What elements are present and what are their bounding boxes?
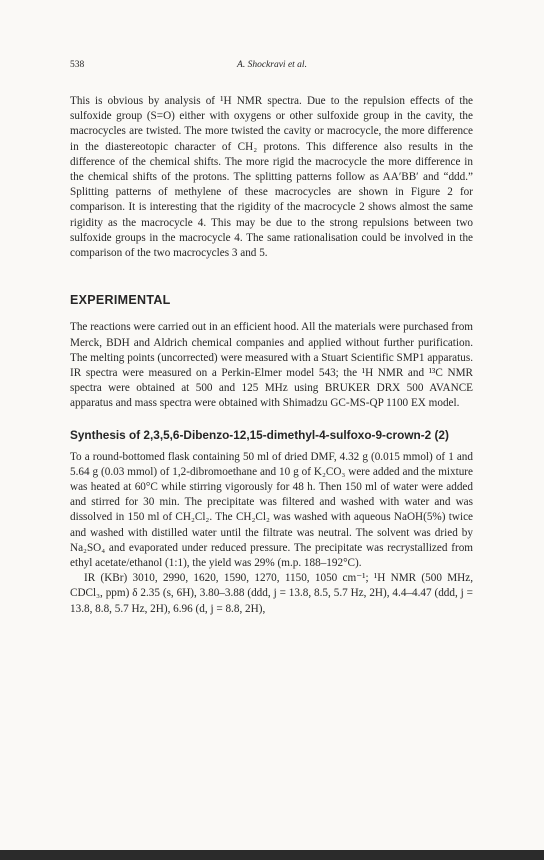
scan-edge [0, 850, 544, 860]
section-heading-experimental: EXPERIMENTAL [70, 293, 171, 308]
paragraph-procedure: To a round-bottomed flask containing 50 ml of dried DMF, 4.32 g (0.015 mmol) of 1 and 5.64 g (0.03 mmol) of 1,2-dibromoethane and 10 g of K₂CO₃ were added and the mixture was heated at 60°C while stirring vigorously for 48 h. Then 150 ml of water were added and stirred for 30 min. The precipitate was filtered and washed with water and was dissolved in 150 ml of CH₂Cl₂. The CH₂Cl₂ was washed with aqueous NaOH(5%) twice and washed with distilled water until the filtrate was neutral. The solvent was dried by Na₂SO₄ and evaporated under reduced pressure. The precipitate was recrystallized from ethyl acetate/ethanol (1:1), the yield was 29% (m.p. 188–192°C). [70, 450, 473, 570]
paragraph-materials: The reactions were carried out in an efficient hood. All the materials were purchased from Merck, BDH and Aldrich chemical companies and applied without further purification. The melting points (uncorrected) were measured with a Stuart Scientific SMP1 apparatus. IR spectra were measured on a Perkin-Elmer model 543; the ¹H NMR and ¹³C NMR spectra were obtained at 500 and 125 MHz using BRUKER DRX 500 AVANCE apparatus and mass spectra were obtained with Shimadzu GC-MS-QP 1100 EX model. [70, 321, 473, 410]
page-header [70, 60, 474, 74]
page-number: 538 [70, 60, 85, 70]
subsection-heading-synthesis: Synthesis of 2,3,5,6-Dibenzo-12,15-dimethyl-4-sulfoxo-9-crown-2 (2) [70, 427, 449, 442]
paragraph-spectra: IR (KBr) 3010, 2990, 1620, 1590, 1270, 1150, 1050 cm⁻¹; ¹H NMR (500 MHz, CDCl₃, ppm) δ 2.35 (s, 6H), 3.80–3.88 (ddd, j = 13.8, 8.5, 5.7 Hz, 2H), 4.4–4.47 (ddd, j = 13.8, 8.8, 5.7 Hz, 2H), 6.96 (d, j = 8.8, 2H), [70, 572, 473, 615]
running-title: A. Shockravi et al. [237, 60, 307, 70]
body-content [70, 94, 473, 617]
paragraph-nmr-analysis: This is obvious by analysis of ¹H NMR spectra. Due to the repulsion effects of the sulfoxide group (S=O) either with oxygens or other sulfoxide group in the cavity, the macrocycles are twisted. The more twisted the cavity or macrocycle, the more difference in the diastereotopic character of CH₂ protons. This difference also results in the difference of the chemical shifts. The more rigid the macrocycle the more difference in the chemical shifts of the protons. The splitting patterns follow as AA′BB′ and “ddd.” Splitting patterns of methylene of these macrocycles are shown in Figure 2 for comparison. It is interesting that the rigidity of the macrocycle 2 shows almost the same rigidity as the macrocycle 4. This may be due to the strong repulsions between two sulfoxide groups in the macrocycle 4. The same rationalisation could be involved in the comparison of the two macrocycles 3 and 5. [70, 95, 473, 260]
